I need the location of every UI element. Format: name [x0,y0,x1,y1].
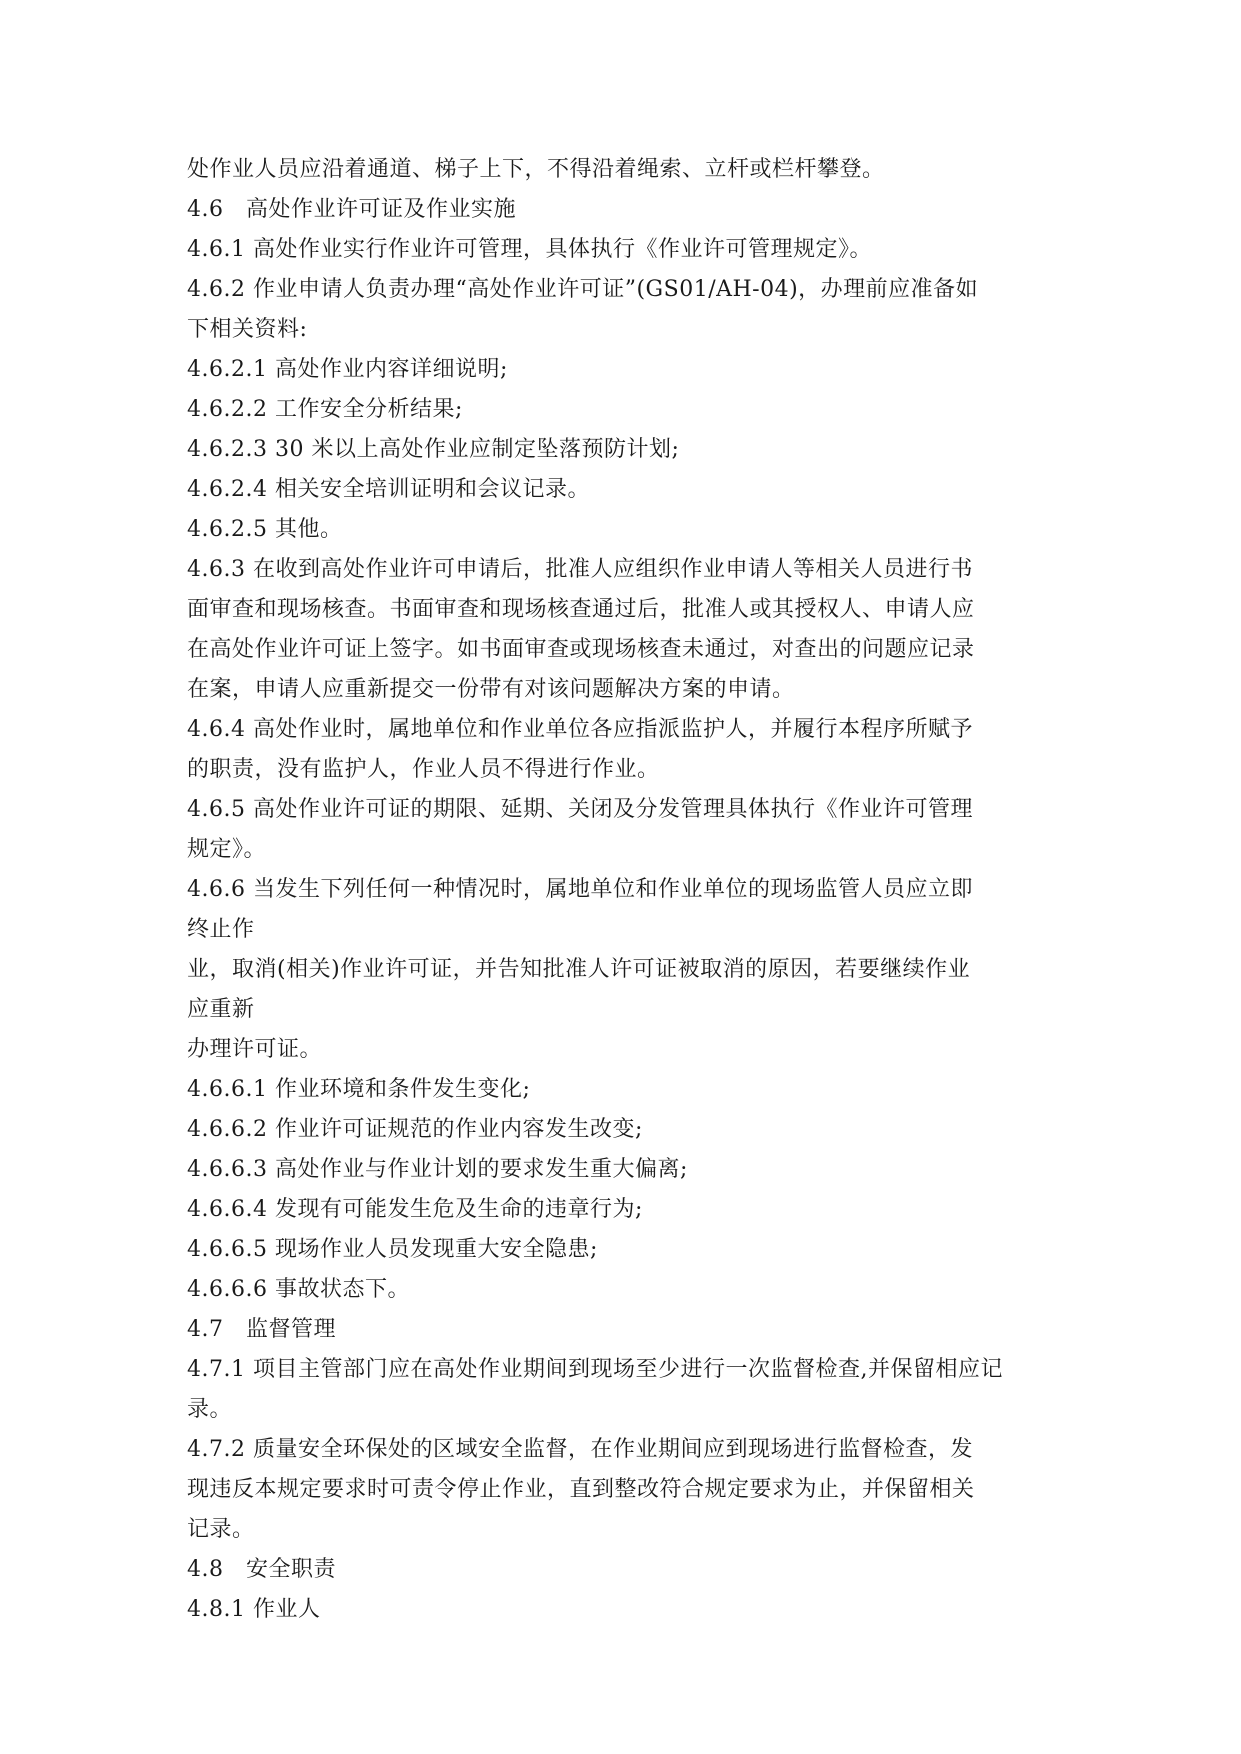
text-line: 4.6.6 当发生下列任何一种情况时，属地单位和作业单位的现场监管人员应立即 [187,877,973,902]
text-line: 在案，申请人应重新提交一份带有对该问题解决方案的申请。 [187,677,795,702]
text-line: 4.8.1 作业人 [187,1597,321,1622]
list-item: 4.6.2.2 工作安全分析结果; [187,397,463,422]
text-line: 录。 [187,1397,233,1422]
text-line: 4.6.1 高处作业实行作业许可管理，具体执行《作业许可管理规定》。 [187,237,872,262]
text-line: 下相关资料: [187,317,308,342]
text-line: 的职责，没有监护人，作业人员不得进行作业。 [187,757,660,782]
list-item: 4.6.6.3 高处作业与作业计划的要求发生重大偏离; [187,1157,688,1182]
text-line: 终止作 [187,917,255,942]
text-line: 业，取消(相关)作业许可证，并告知批准人许可证被取消的原因，若要继续作业 [187,957,971,982]
text-line: 4.6.3 在收到高处作业许可申请后，批准人应组织作业申请人等相关人员进行书 [187,557,973,582]
list-item: 4.6.2.5 其他。 [187,517,343,542]
list-item: 4.6.6.1 作业环境和条件发生变化; [187,1077,531,1102]
document-body [187,150,1059,1630]
text-line: 办理许可证。 [187,1037,323,1062]
list-item: 4.6.2.3 30 米以上高处作业应制定坠落预防计划; [187,437,680,462]
text-line: 面审查和现场核查。书面审查和现场核查通过后，批准人或其授权人、申请人应 [187,597,975,622]
text-line: 规定》。 [187,837,267,862]
text-line: 应重新 [187,997,255,1022]
text-line: 4.7.1 项目主管部门应在高处作业期间到现场至少进行一次监督检查,并保留相应记 [187,1357,1003,1382]
list-item: 4.6.6.6 事故状态下。 [187,1277,410,1302]
section-heading: 4.8 安全职责 [187,1557,336,1582]
text-line: 记录。 [187,1517,255,1542]
text-line: 4.6.2 作业申请人负责办理“高处作业许可证”(GS01/AH-04)，办理前应准备如 [187,277,979,302]
text-line: 处作业人员应沿着通道、梯子上下，不得沿着绳索、立杆或栏杆攀登。 [187,157,885,182]
list-item: 4.6.6.2 作业许可证规范的作业内容发生改变; [187,1117,643,1142]
text-line: 在高处作业许可证上签字。如书面审查或现场核查未通过，对查出的问题应记录 [187,637,975,662]
text-line: 4.6.4 高处作业时，属地单位和作业单位各应指派监护人，并履行本程序所赋予 [187,717,973,742]
text-line: 4.7.2 质量安全环保处的区域安全监督，在作业期间应到现场进行监督检查，发 [187,1437,973,1462]
text-line: 4.6.5 高处作业许可证的期限、延期、关闭及分发管理具体执行《作业许可管理 [187,797,973,822]
text-line: 现违反本规定要求时可责令停止作业，直到整改符合规定要求为止，并保留相关 [187,1477,975,1502]
list-item: 4.6.2.1 高处作业内容详细说明; [187,357,508,382]
section-heading: 4.6 高处作业许可证及作业实施 [187,197,516,222]
list-item: 4.6.2.4 相关安全培训证明和会议记录。 [187,477,590,502]
list-item: 4.6.6.5 现场作业人员发现重大安全隐患; [187,1237,598,1262]
section-heading: 4.7 监督管理 [187,1317,336,1342]
list-item: 4.6.6.4 发现有可能发生危及生命的违章行为; [187,1197,643,1222]
